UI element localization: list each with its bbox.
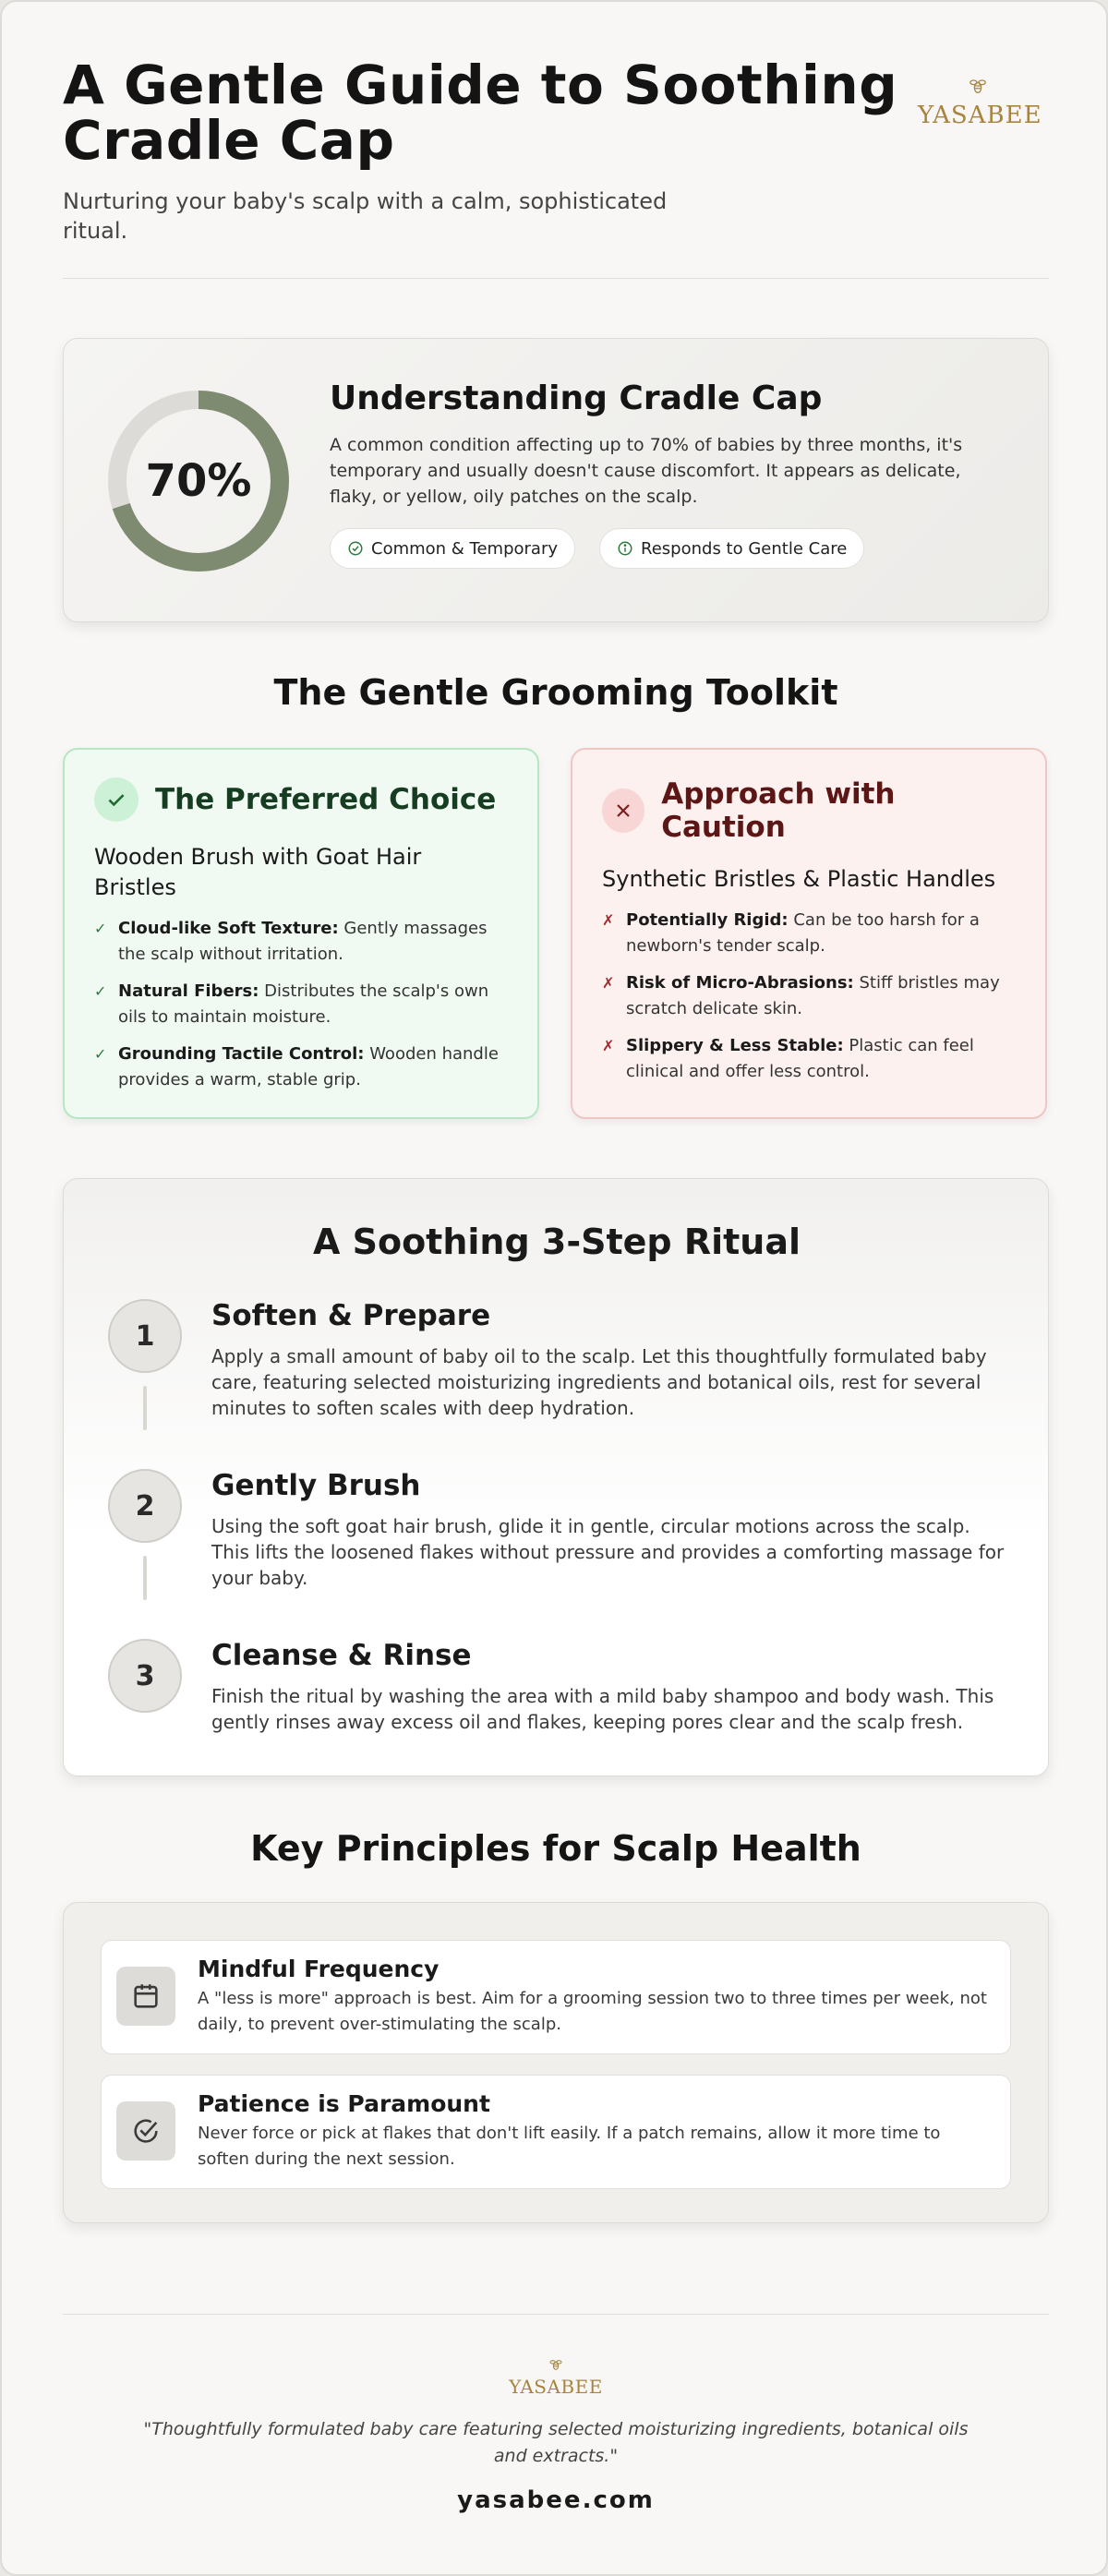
step-text: Finish the ritual by washing the area with a mild baby shampoo and body wash. This gently rinses away excess oil and flakes, keeping pores clear and the scalp fresh. bbox=[211, 1685, 994, 1733]
checkmark-icon: ✓ bbox=[94, 1045, 107, 1063]
step-number: 3 bbox=[108, 1639, 182, 1713]
understanding-title: Understanding Cradle Cap bbox=[330, 379, 823, 417]
bee-icon bbox=[918, 76, 1038, 102]
step-title: Gently Brush bbox=[211, 1469, 421, 1502]
footer-brand-name: YASABEE bbox=[509, 2376, 603, 2398]
ritual-heading: A Soothing 3-Step Ritual bbox=[312, 1222, 801, 1262]
principles-card bbox=[63, 1902, 1049, 2223]
cross-mark-icon: ✗ bbox=[602, 1037, 615, 1054]
caution-title: Approach with Caution bbox=[661, 777, 896, 844]
principle-mindful-frequency bbox=[101, 1940, 1011, 2054]
step-title: Soften & Prepare bbox=[211, 1299, 491, 1332]
understanding-body: A common condition affecting up to 70% of babies by three months, it's temporary and usually doesn't cause discomfort. It appears as delicate, flaky, or yellow, oily patches on the scalp. bbox=[330, 435, 963, 507]
preferred-list bbox=[94, 916, 508, 1093]
bee-icon bbox=[63, 2357, 1049, 2376]
info-circle-icon bbox=[617, 540, 633, 557]
brand-logo bbox=[918, 76, 1042, 129]
pill-label: Common & Temporary bbox=[371, 538, 559, 559]
list-item: ✓ Cloud-like Soft Texture: Gently massages the scalp without irritation. bbox=[94, 916, 508, 968]
step-title: Cleanse & Rinse bbox=[211, 1639, 472, 1672]
principle-title: Mindful Frequency bbox=[198, 1956, 440, 1982]
percent-label: 70% bbox=[145, 455, 252, 507]
list-item: ✗ Potentially Rigid: Can be too harsh for a newborn's tender scalp. bbox=[602, 908, 1016, 959]
website-link[interactable]: yasabee.com bbox=[457, 2486, 655, 2514]
check-icon bbox=[94, 777, 138, 822]
pill-common-temporary bbox=[330, 528, 575, 569]
list-item: ✗ Slippery & Less Stable: Plastic can feel clinical and offer less control. bbox=[602, 1033, 1016, 1085]
pill-label: Responds to Gentle Care bbox=[641, 538, 848, 559]
caution-subtitle: Synthetic Bristles & Plastic Handles bbox=[602, 866, 996, 892]
step-text: Using the soft goat hair brush, glide it in gentle, circular motions across the scalp. This lifts the loosened flakes without pressure and provides a comforting massage for your baby. bbox=[211, 1515, 1005, 1589]
preferred-choice-card bbox=[63, 748, 539, 1119]
principle-text: Never force or pick at flakes that don't lift easily. If a patch remains, allow it more time to soften during the next session. bbox=[198, 2124, 941, 2169]
header bbox=[63, 54, 1049, 279]
cross-mark-icon: ✗ bbox=[602, 911, 615, 929]
ritual-card bbox=[63, 1178, 1049, 1776]
step-connector bbox=[143, 1386, 147, 1430]
checkmark-icon: ✓ bbox=[94, 982, 107, 1000]
footer bbox=[63, 2314, 1049, 2535]
step-number: 2 bbox=[108, 1469, 182, 1543]
understanding-card bbox=[63, 338, 1049, 622]
check-circle-icon bbox=[116, 2101, 175, 2161]
toolkit-heading: The Gentle Grooming Toolkit bbox=[273, 672, 838, 713]
footer-logo bbox=[63, 2357, 1049, 2398]
principle-title: Patience is Paramount bbox=[198, 2090, 490, 2117]
page-subtitle: Nurturing your baby's scalp with a calm, sophisticated ritual. bbox=[63, 188, 668, 244]
checkmark-icon: ✓ bbox=[94, 920, 107, 937]
brand-name: YASABEE bbox=[918, 102, 1042, 129]
check-circle-icon bbox=[347, 540, 364, 557]
preferred-subtitle: Wooden Brush with Goat Hair Bristles bbox=[94, 844, 422, 900]
principle-text: A "less is more" approach is best. Aim for a grooming session two to three times per week, not daily, to prevent over-stimulating the scalp. bbox=[198, 1989, 987, 2034]
cross-mark-icon: ✗ bbox=[602, 974, 615, 992]
preferred-title: The Preferred Choice bbox=[155, 783, 497, 816]
step-number: 1 bbox=[108, 1299, 182, 1373]
calendar-icon bbox=[116, 1967, 175, 2026]
close-icon bbox=[602, 788, 644, 833]
caution-list bbox=[602, 908, 1016, 1085]
list-item: ✓ Natural Fibers: Distributes the scalp's own oils to maintain moisture. bbox=[94, 979, 508, 1030]
step-connector bbox=[143, 1556, 147, 1600]
pill-gentle-care bbox=[599, 528, 864, 569]
footer-quote: "Thoughtfully formulated baby care featuring selected moisturizing ingredients, botanical oils and extracts." bbox=[143, 2419, 969, 2466]
caution-card bbox=[571, 748, 1047, 1119]
principles-heading: Key Principles for Scalp Health bbox=[250, 1828, 861, 1869]
list-item: ✓ Grounding Tactile Control: Wooden handle provides a warm, stable grip. bbox=[94, 1041, 508, 1093]
page-title: A Gentle Guide to Soothing Cradle Cap bbox=[63, 54, 898, 172]
list-item: ✗ Risk of Micro-Abrasions: Stiff bristles may scratch delicate skin. bbox=[602, 970, 1016, 1022]
step-text: Apply a small amount of baby oil to the scalp. Let this thoughtfully formulated baby care, featuring selected moisturizing ingredients and botanical oils, rest for several minutes to soften scales with deep hydration. bbox=[211, 1345, 987, 1419]
principle-patience bbox=[101, 2075, 1011, 2189]
